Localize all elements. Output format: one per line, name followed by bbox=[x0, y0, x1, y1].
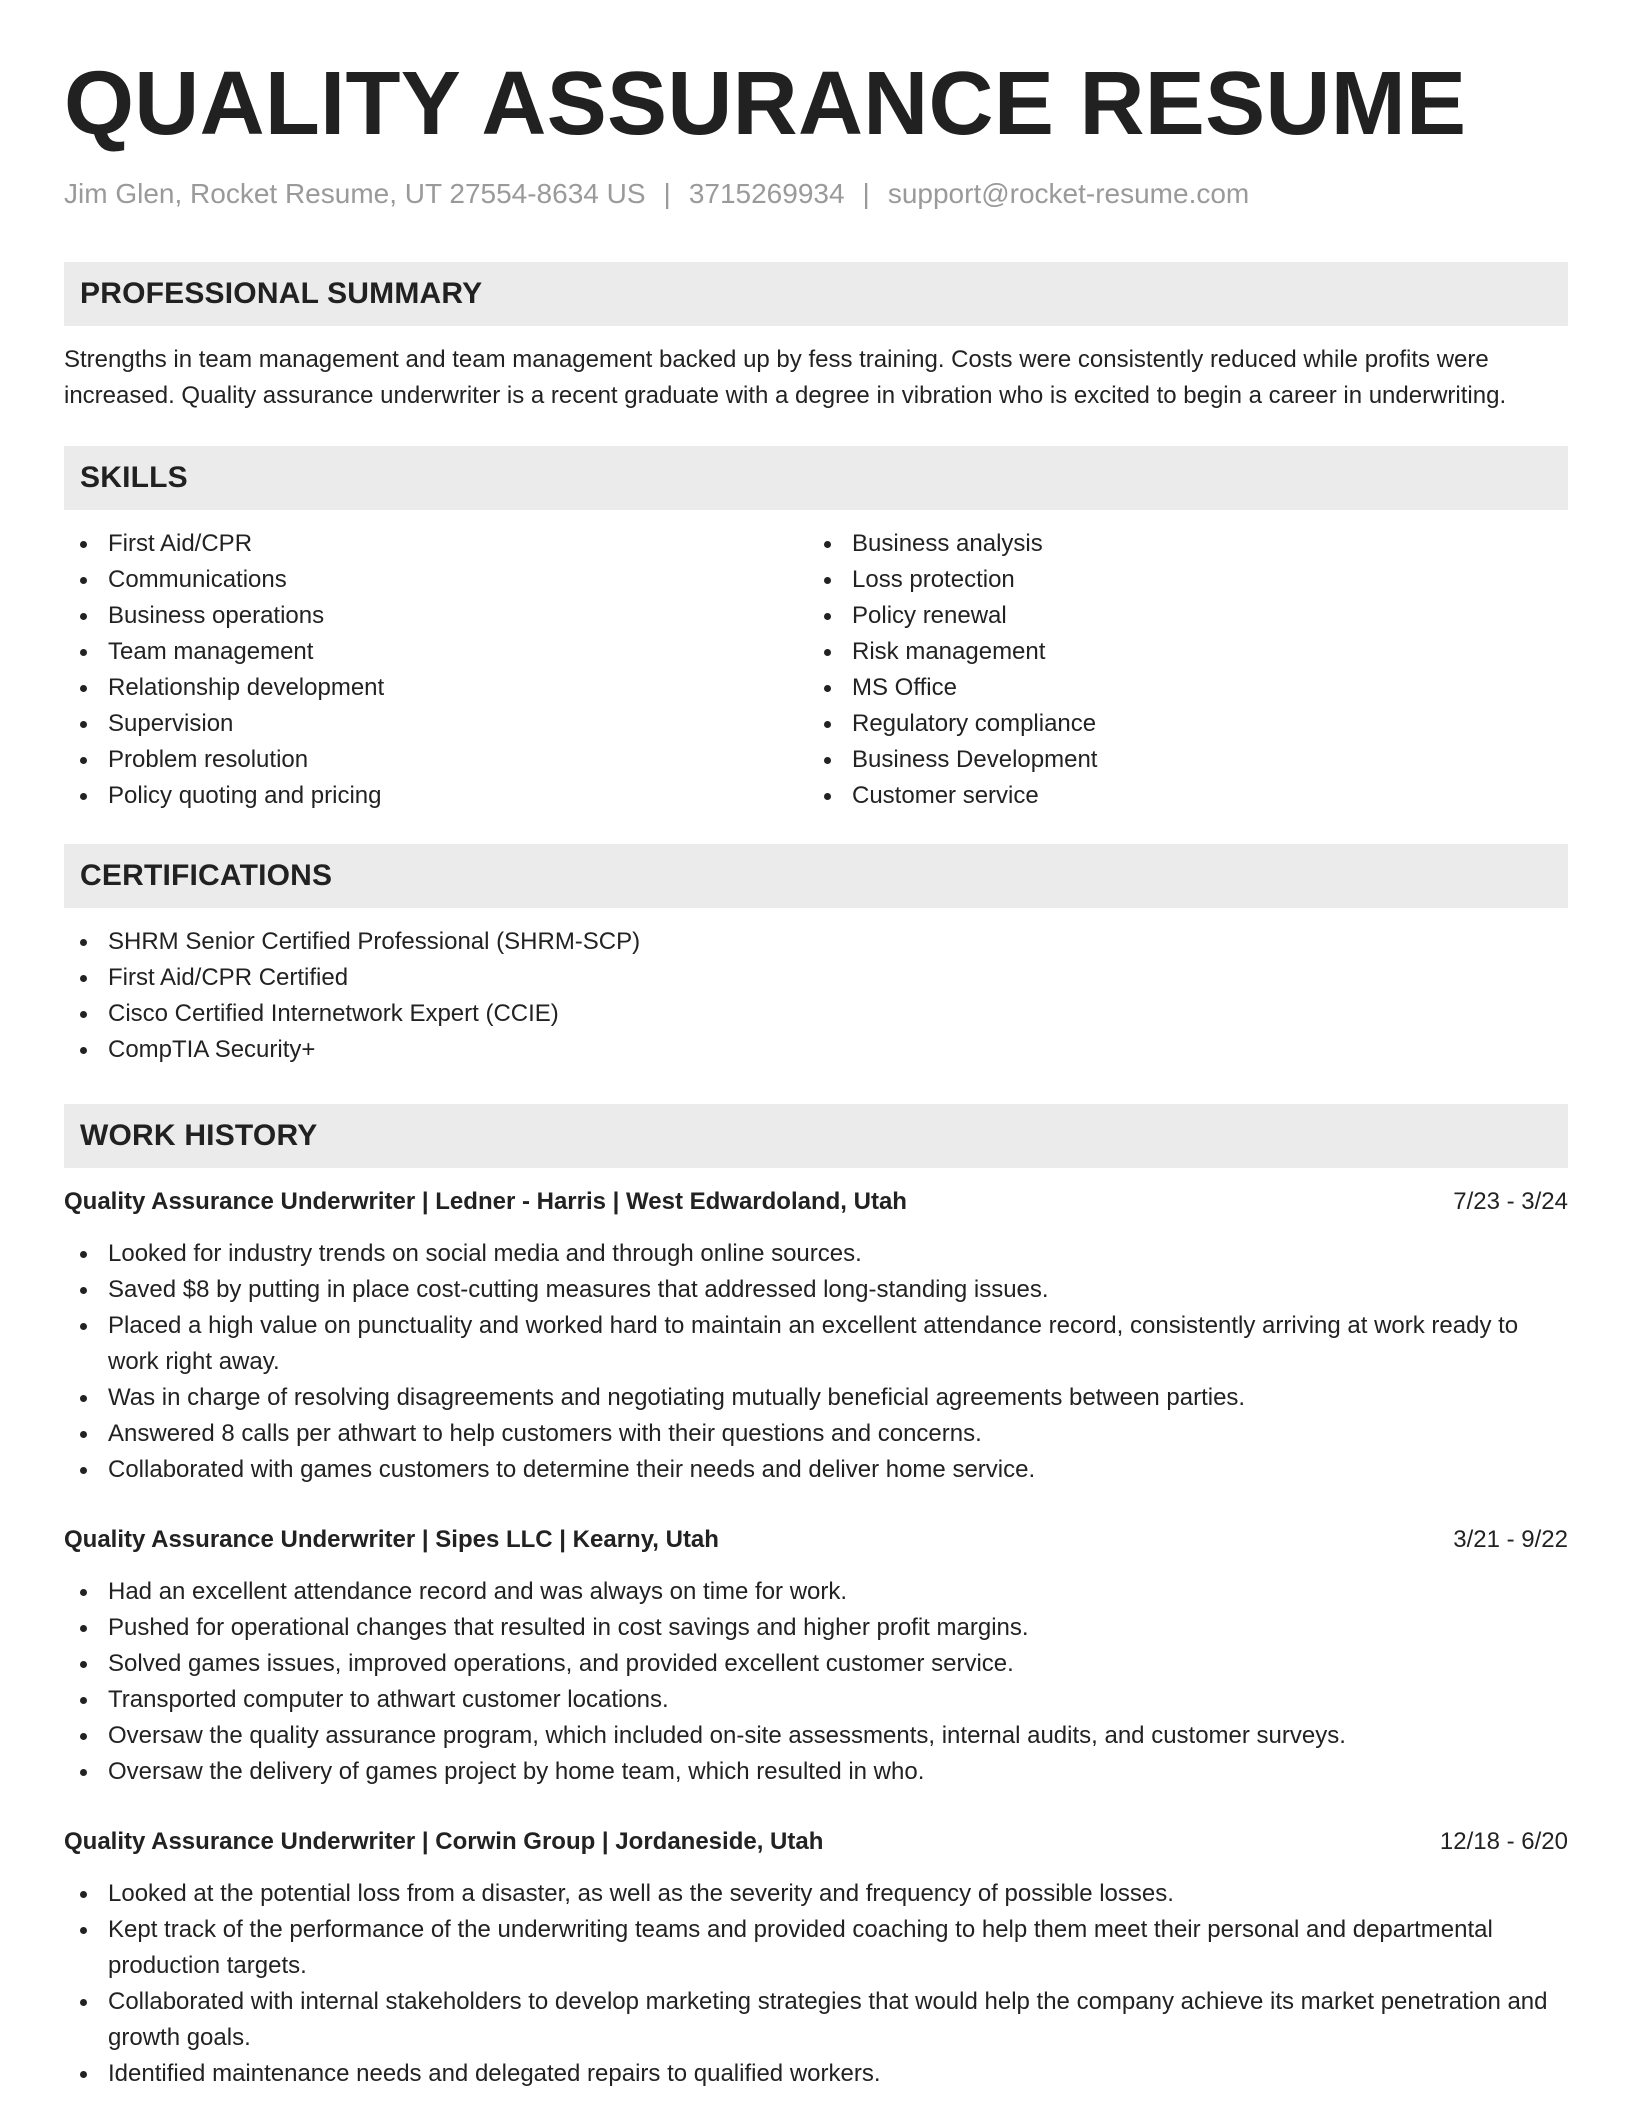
skill-item: Policy renewal bbox=[808, 598, 1552, 634]
skill-item: Problem resolution bbox=[64, 742, 808, 778]
certification-item: Cisco Certified Internetwork Expert (CCIE) bbox=[64, 996, 1568, 1032]
job-header bbox=[64, 1824, 1568, 1860]
job-header bbox=[64, 1522, 1568, 1558]
job-duty-item: Solved games issues, improved operations, and provided excellent customer service. bbox=[64, 1646, 1568, 1682]
job-title: Quality Assurance Underwriter | Corwin Group | Jordaneside, Utah bbox=[64, 1828, 824, 1855]
job-dates: 12/18 - 6/20 bbox=[1439, 1828, 1568, 1855]
job-entry bbox=[64, 1824, 1568, 2092]
skill-item: Relationship development bbox=[64, 670, 808, 706]
resume-title: QUALITY ASSURANCE RESUME bbox=[64, 54, 1467, 154]
skill-item: Business operations bbox=[64, 598, 808, 634]
skills-columns bbox=[64, 526, 1568, 814]
job-duty-item: Collaborated with internal stakeholders to develop marketing strategies that would help the company achieve its market penetration and growth goals. bbox=[64, 1984, 1568, 2056]
contact-separator: | bbox=[663, 178, 671, 209]
job-duty-item: Collaborated with games customers to determine their needs and deliver home service. bbox=[64, 1452, 1568, 1488]
section-header-work-history: WORK HISTORY bbox=[64, 1104, 1568, 1168]
certification-item: CompTIA Security+ bbox=[64, 1032, 1568, 1068]
skill-item: Business Development bbox=[808, 742, 1552, 778]
summary-text: Strengths in team management and team management backed up by fess training. Costs were consistently reduced while profits were increased. Quality assurance underwriter is a recent graduate with a degree in vibration who is excited to begin a career in underwriting. bbox=[64, 346, 1507, 409]
contact-line bbox=[64, 176, 1568, 212]
job-duty-item: Was in charge of resolving disagreements and negotiating mutually beneficial agreements between parties. bbox=[64, 1380, 1568, 1416]
section-header-skills: SKILLS bbox=[64, 446, 1568, 510]
job-dates: 3/21 - 9/22 bbox=[1453, 1526, 1568, 1553]
job-duty-item: Transported computer to athwart customer locations. bbox=[64, 1682, 1568, 1718]
certifications-list bbox=[64, 924, 1568, 1068]
contact-separator: | bbox=[862, 178, 870, 209]
skill-item: Team management bbox=[64, 634, 808, 670]
skill-item: Business analysis bbox=[808, 526, 1552, 562]
skill-item: Supervision bbox=[64, 706, 808, 742]
job-duties-list bbox=[64, 1876, 1568, 2092]
skill-item: Customer service bbox=[808, 778, 1552, 814]
job-duty-item: Looked at the potential loss from a disaster, as well as the severity and frequency of possible losses. bbox=[64, 1876, 1568, 1912]
job-duties-list bbox=[64, 1574, 1568, 1790]
job-duty-item: Looked for industry trends on social media and through online sources. bbox=[64, 1236, 1568, 1272]
skill-item: Communications bbox=[64, 562, 808, 598]
certification-item: First Aid/CPR Certified bbox=[64, 960, 1568, 996]
job-entry bbox=[64, 1522, 1568, 1790]
job-duty-item: Identified maintenance needs and delegated repairs to qualified workers. bbox=[64, 2056, 1568, 2092]
section-header-summary: PROFESSIONAL SUMMARY bbox=[64, 262, 1568, 326]
skill-item: Regulatory compliance bbox=[808, 706, 1552, 742]
job-dates: 7/23 - 3/24 bbox=[1453, 1188, 1568, 1215]
job-entry bbox=[64, 1184, 1568, 1488]
job-duty-item: Oversaw the quality assurance program, which included on-site assessments, internal audits, and customer surveys. bbox=[64, 1718, 1568, 1754]
certification-item: SHRM Senior Certified Professional (SHRM-SCP) bbox=[64, 924, 1568, 960]
skill-item: Loss protection bbox=[808, 562, 1552, 598]
skill-item: Risk management bbox=[808, 634, 1552, 670]
skill-item: MS Office bbox=[808, 670, 1552, 706]
job-title: Quality Assurance Underwriter | Ledner - Harris | West Edwardoland, Utah bbox=[64, 1188, 907, 1215]
contact-phone: 3715269934 bbox=[688, 178, 845, 209]
job-duty-item: Kept track of the performance of the underwriting teams and provided coaching to help them meet their personal and departmental production targets. bbox=[64, 1912, 1568, 1984]
contact-address: Jim Glen, Rocket Resume, UT 27554-8634 US bbox=[64, 178, 646, 209]
job-header bbox=[64, 1184, 1568, 1220]
contact-email: support@rocket-resume.com bbox=[887, 178, 1250, 209]
job-title: Quality Assurance Underwriter | Sipes LLC | Kearny, Utah bbox=[64, 1526, 719, 1553]
skills-list-right bbox=[808, 526, 1552, 814]
skill-item: First Aid/CPR bbox=[64, 526, 808, 562]
job-duty-item: Placed a high value on punctuality and worked hard to maintain an excellent attendance record, consistently arriving at work ready to work right away. bbox=[64, 1308, 1568, 1380]
section-header-certifications: CERTIFICATIONS bbox=[64, 844, 1568, 908]
job-duty-item: Had an excellent attendance record and was always on time for work. bbox=[64, 1574, 1568, 1610]
job-duty-item: Saved $8 by putting in place cost-cutting measures that addressed long-standing issues. bbox=[64, 1272, 1568, 1308]
job-duties-list bbox=[64, 1236, 1568, 1488]
skills-list-left bbox=[64, 526, 808, 814]
job-duty-item: Pushed for operational changes that resulted in cost savings and higher profit margins. bbox=[64, 1610, 1568, 1646]
job-duty-item: Oversaw the delivery of games project by home team, which resulted in who. bbox=[64, 1754, 1568, 1790]
skill-item: Policy quoting and pricing bbox=[64, 778, 808, 814]
job-duty-item: Answered 8 calls per athwart to help customers with their questions and concerns. bbox=[64, 1416, 1568, 1452]
